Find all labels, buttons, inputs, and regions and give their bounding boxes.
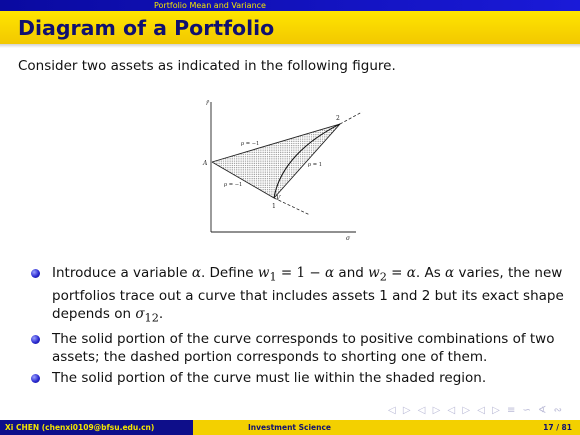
- bullet-text: The solid portion of the curve corresponds to positive combinations of two assets; the dashed portion corresponds to shorting one of them.: [52, 331, 555, 366]
- bullet-icon: [31, 374, 40, 383]
- label-point-a: A: [203, 160, 208, 167]
- bullet-icon: [31, 335, 40, 344]
- bullet-text: Introduce a variable α. Define $w_1 = 1 - \alpha$ and $w_2 = \alpha$. As α varies, the new portfolios trace out a curve that includes assets 1 and 2 but its exact shape depends on $\sigma_{12}$.: [52, 265, 564, 325]
- label-rho-bottom: ρ = −1: [224, 182, 243, 188]
- beamer-navigation-controls[interactable]: ◁ ▷ ◁ ▷ ◁ ▷ ◁ ▷ ≡ ∽ ∢ ∾: [387, 405, 564, 416]
- list-item: [30, 369, 570, 387]
- label-asset-2: 2: [336, 115, 340, 122]
- title-shadow: [0, 44, 580, 48]
- dashed-extension-upper: [340, 112, 362, 124]
- label-point-v: V: [276, 195, 281, 202]
- label-asset-1: 1: [272, 203, 276, 210]
- label-rho-right: ρ = 1: [308, 162, 322, 168]
- list-item: [30, 330, 570, 366]
- footer-course: Investment Science: [193, 420, 386, 435]
- bullet-icon: [31, 269, 40, 278]
- list-item: [30, 264, 570, 327]
- footer: [0, 420, 580, 435]
- intro-text: Consider two assets as indicated in the following figure.: [18, 58, 396, 74]
- footer-author: Xi CHEN (chenxi0109@bfsu.edu.cn): [0, 420, 193, 435]
- x-axis-label: σ: [346, 235, 351, 242]
- label-rho-top: ρ = −1: [241, 141, 260, 147]
- frame-title: Diagram of a Portfolio: [18, 16, 275, 40]
- section-title: Portfolio Mean and Variance: [154, 1, 266, 10]
- bullet-text: The solid portion of the curve must lie within the shaded region.: [52, 370, 487, 387]
- bullet-list: [30, 264, 570, 390]
- y-axis-label: r̄: [206, 100, 209, 107]
- footer-page-number: 17 / 81: [386, 420, 580, 435]
- portfolio-diagram: [196, 94, 364, 246]
